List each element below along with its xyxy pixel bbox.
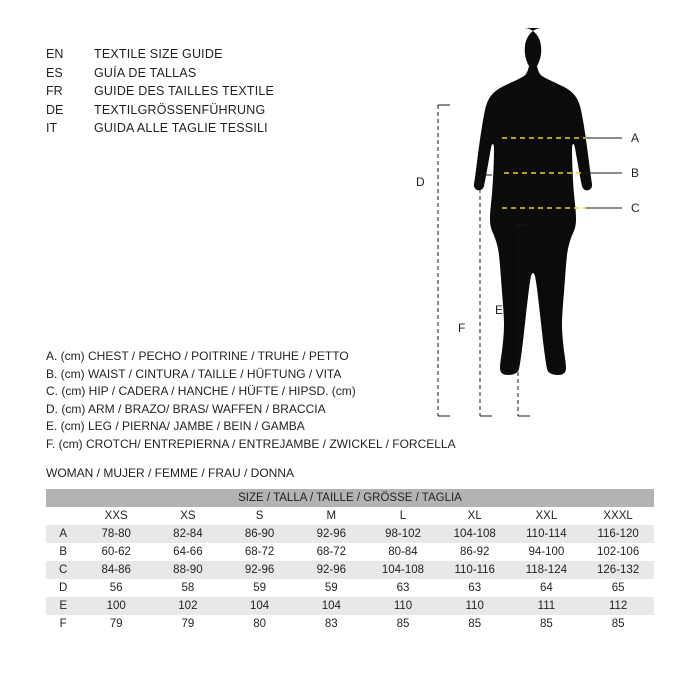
key-line: F. (cm) CROTCH/ ENTREPIERNA / ENTREJAMBE / ZWICKEL / FORCELLA <box>46 436 456 451</box>
table-cell: 58 <box>152 579 224 597</box>
table-row <box>46 579 654 597</box>
table-cell: 64 <box>511 579 583 597</box>
female-silhouette-icon <box>474 28 592 375</box>
table-cell: 110-116 <box>439 561 511 579</box>
language-row <box>46 64 274 83</box>
table-cell: 92-96 <box>224 561 296 579</box>
table-title-row <box>46 489 654 507</box>
figure-label-f: F <box>458 321 466 335</box>
table-cell: 104 <box>224 597 296 615</box>
table-cell: 80 <box>224 615 296 633</box>
column-header: XXL <box>511 507 583 525</box>
language-row <box>46 45 274 64</box>
table-cell: 68-72 <box>224 543 296 561</box>
language-legend <box>46 45 274 138</box>
table-row <box>46 615 654 633</box>
table-header-row <box>46 507 654 525</box>
table-cell: 110 <box>439 597 511 615</box>
table-cell: 104 <box>295 597 367 615</box>
figure-label-d: D <box>416 175 425 189</box>
column-header: S <box>224 507 296 525</box>
table-cell: 104-108 <box>439 525 511 543</box>
table-cell: 104-108 <box>367 561 439 579</box>
measurement-key <box>46 348 456 453</box>
language-row <box>46 82 274 101</box>
table-cell: 110-114 <box>511 525 583 543</box>
table-row <box>46 525 654 543</box>
table-cell: 86-90 <box>224 525 296 543</box>
table-cell: 63 <box>367 579 439 597</box>
table-cell: 78-80 <box>80 525 152 543</box>
table-row <box>46 597 654 615</box>
table-cell: 68-72 <box>295 543 367 561</box>
language-code: ES <box>46 65 63 80</box>
column-header: L <box>367 507 439 525</box>
size-table-container <box>46 489 654 633</box>
table-cell: 59 <box>295 579 367 597</box>
table-cell: 86-92 <box>439 543 511 561</box>
key-line: C. (cm) HIP / CADERA / HANCHE / HÜFTE / HIPSD. (cm) <box>46 384 356 398</box>
column-header: XXXL <box>582 507 654 525</box>
row-label: D <box>46 579 80 597</box>
language-title: GUÍA DE TALLAS <box>94 65 197 80</box>
table-cell: 80-84 <box>367 543 439 561</box>
dimension-f <box>480 175 492 416</box>
figure-label-e: E <box>495 303 504 317</box>
table-cell: 111 <box>511 597 583 615</box>
table-cell: 85 <box>367 615 439 633</box>
row-label: C <box>46 561 80 579</box>
table-cell: 118-124 <box>511 561 583 579</box>
table-cell: 83 <box>295 615 367 633</box>
table-cell: 56 <box>80 579 152 597</box>
row-label: E <box>46 597 80 615</box>
language-code: FR <box>46 84 63 98</box>
key-line: D. (cm) ARM / BRAZO/ BRAS/ WAFFEN / BRACCIA <box>46 401 326 416</box>
figure-label-a: A <box>631 131 640 145</box>
language-title: TEXTILE SIZE GUIDE <box>94 47 223 61</box>
size-table <box>46 489 654 633</box>
table-cell: 92-96 <box>295 525 367 543</box>
key-line: A. (cm) CHEST / PECHO / POITRINE / TRUHE / PETTO <box>46 349 349 363</box>
table-cell: 85 <box>582 615 654 633</box>
table-cell: 64-66 <box>152 543 224 561</box>
table-cell: 92-96 <box>295 561 367 579</box>
column-header: XS <box>152 507 224 525</box>
table-row <box>46 543 654 561</box>
table-cell: 84-86 <box>80 561 152 579</box>
language-code: IT <box>46 121 58 135</box>
language-title: GUIDE DES TAILLES TEXTILE <box>94 84 275 98</box>
table-cell: 112 <box>582 597 654 615</box>
table-cell: 60-62 <box>80 543 152 561</box>
row-label: B <box>46 543 80 561</box>
table-cell: 59 <box>224 579 296 597</box>
table-cell: 79 <box>152 615 224 633</box>
table-cell: 65 <box>582 579 654 597</box>
column-header: XXS <box>80 507 152 525</box>
language-code: DE <box>46 102 64 117</box>
table-cell: 98-102 <box>367 525 439 543</box>
table-title: SIZE / TALLA / TAILLE / GRÖSSE / TAGLIA <box>46 489 654 507</box>
table-cell: 85 <box>439 615 511 633</box>
table-cell: 82-84 <box>152 525 224 543</box>
figure-label-c: C <box>631 201 640 215</box>
row-label: F <box>46 615 80 633</box>
column-header: M <box>295 507 367 525</box>
table-cell: 85 <box>511 615 583 633</box>
table-cell: 63 <box>439 579 511 597</box>
row-label: A <box>46 525 80 543</box>
gender-label: WOMAN / MUJER / FEMME / FRAU / DONNA <box>46 466 294 480</box>
language-title: TEXTILGRÖSSENFÜHRUNG <box>94 102 266 117</box>
table-cell: 79 <box>80 615 152 633</box>
table-cell: 88-90 <box>152 561 224 579</box>
column-header <box>46 507 80 525</box>
language-code: EN <box>46 47 64 61</box>
leader-lines <box>584 138 622 208</box>
table-row <box>46 561 654 579</box>
figure-label-b: B <box>631 166 640 180</box>
table-cell: 116-120 <box>582 525 654 543</box>
language-row <box>46 119 274 138</box>
table-cell: 94-100 <box>511 543 583 561</box>
column-header: XL <box>439 507 511 525</box>
language-title: GUIDA ALLE TAGLIE TESSILI <box>94 121 268 135</box>
key-line: E. (cm) LEG / PIERNA/ JAMBE / BEIN / GAMBA <box>46 419 305 433</box>
table-cell: 100 <box>80 597 152 615</box>
key-line: B. (cm) WAIST / CINTURA / TAILLE / HÜFTUNG / VITA <box>46 366 342 381</box>
table-cell: 102-106 <box>582 543 654 561</box>
language-row <box>46 101 274 120</box>
table-cell: 126-132 <box>582 561 654 579</box>
table-cell: 102 <box>152 597 224 615</box>
table-cell: 110 <box>367 597 439 615</box>
